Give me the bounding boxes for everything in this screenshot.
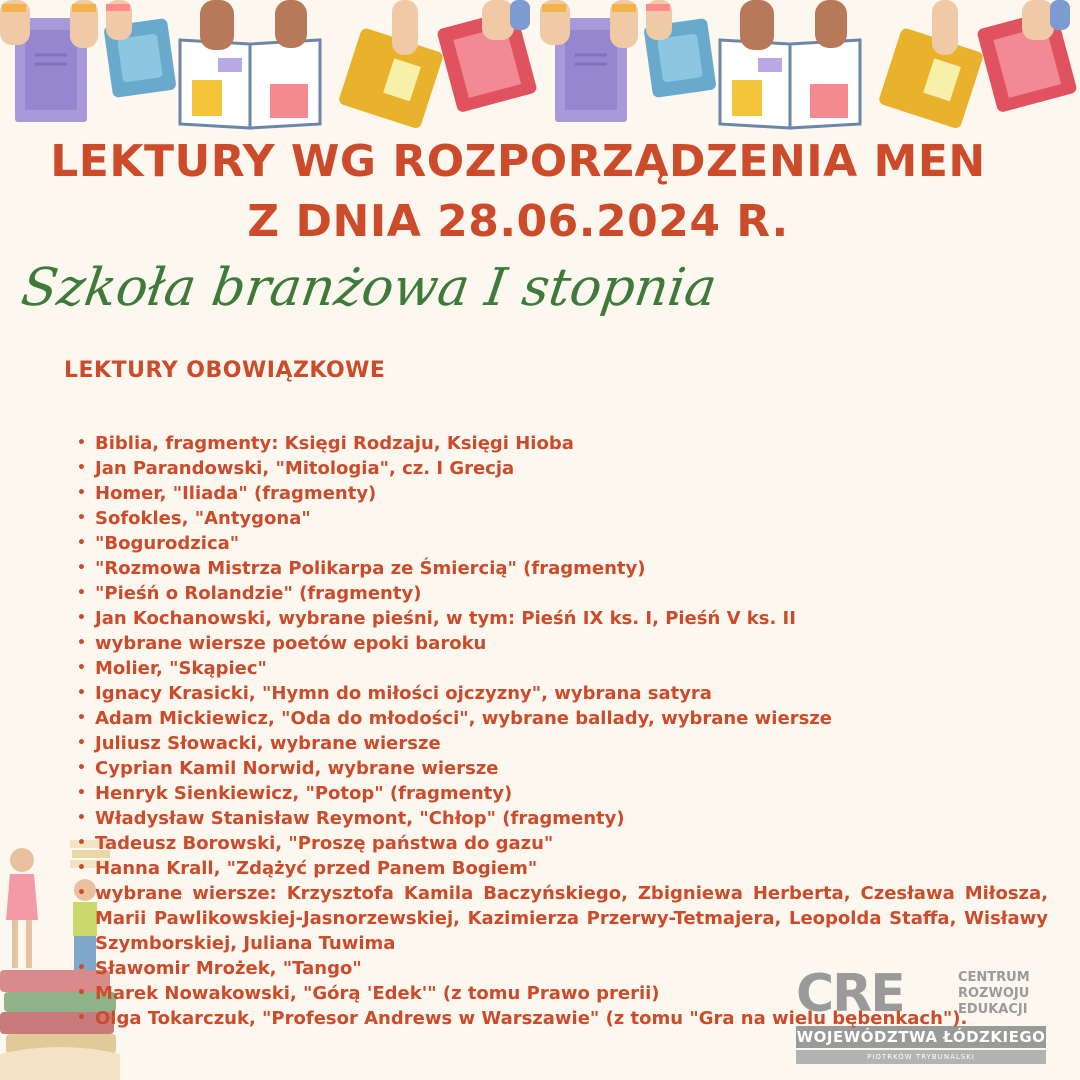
book-group-left <box>0 0 538 130</box>
logo-mark: CRE <box>796 964 904 1024</box>
list-item: • "Rozmowa Mistrza Polikarpa ze Śmiercią" (fragmenty) <box>76 556 1048 581</box>
list-item: • Jan Kochanowski, wybrane pieśni, w tym: Pieśń IX ks. I, Pieśń V ks. II <box>76 606 1048 631</box>
list-item: • Molier, "Skąpiec" <box>76 656 1048 681</box>
list-item: • Olga Tokarczuk, "Profesor Andrews w Warszawie" (z tomu "Gra na wielu bębenkach"). <box>76 1006 1048 1031</box>
logo-line-1: CENTRUM <box>958 970 1030 985</box>
list-item: • Tadeusz Borowski, "Proszę państwa do gazu" <box>76 831 1048 856</box>
page-title <box>0 132 1036 252</box>
logo-region: WOJEWÓDZTWA ŁÓDZKIEGO <box>796 1028 1046 1046</box>
list-item: • Władysław Stanisław Reymont, "Chłop" (fragmenty) <box>76 806 1048 831</box>
section-title: LEKTURY OBOWIĄZKOWE <box>64 358 386 383</box>
list-item: • Sofokles, "Antygona" <box>76 506 1048 531</box>
list-item: • wybrane wiersze: Krzysztofa Kamila Baczyńskiego, Zbigniewa Herberta, Czesława Miłosza, Marii Pawlikowskiej-Jasnorzewskiej, Kazimierza Przerwy-Tetmajera, Leopolda Staffa, Wisławy Szymborskiej, Juliana Tuwima <box>76 881 1048 956</box>
title-line-2: Z DNIA 28.06.2024 R. <box>247 196 789 247</box>
list-item: • Henryk Sienkiewicz, "Potop" (fragmenty) <box>76 781 1048 806</box>
title-line-1: LEKTURY WG ROZPORZĄDZENIA MEN <box>50 136 986 187</box>
list-item: • Sławomir Mrożek, "Tango" <box>76 956 1048 981</box>
school-type-heading: Szkoła branżowa I stopnia <box>17 258 721 318</box>
logo-line-2: ROZWOJU <box>958 986 1030 1001</box>
list-item: • Ignacy Krasicki, "Hymn do miłości ojczyzny", wybrana satyra <box>76 681 1048 706</box>
list-item: • Cyprian Kamil Norwid, wybrane wiersze <box>76 756 1048 781</box>
list-item: • "Bogurodzica" <box>76 531 1048 556</box>
list-item: • "Pieśń o Rolandzie" (fragmenty) <box>76 581 1048 606</box>
logo-line-3: EDUKACJI <box>958 1002 1028 1017</box>
list-item: • Juliusz Słowacki, wybrane wiersze <box>76 731 1048 756</box>
list-item: • Adam Mickiewicz, "Oda do młodości", wybrane ballady, wybrane wiersze <box>76 706 1048 731</box>
list-item: • wybrane wiersze poetów epoki baroku <box>76 631 1048 656</box>
list-item: • Jan Parandowski, "Mitologia", cz. I Grecja <box>76 456 1048 481</box>
list-item: • Hanna Krall, "Zdążyć przed Panem Bogiem" <box>76 856 1048 881</box>
list-item: • Biblia, fragmenty: Księgi Rodzaju, Księgi Hioba <box>76 431 1048 456</box>
readings-list <box>76 431 1048 1031</box>
book-group-right <box>540 0 1078 130</box>
list-item: • Marek Nowakowski, "Górą 'Edek'" (z tomu Prawo prerii) <box>76 981 1048 1006</box>
list-item: • Homer, "Iliada" (fragmenty) <box>76 481 1048 506</box>
books-banner-illustration <box>0 0 1080 130</box>
logo-city: PIOTRKÓW TRYBUNALSKI <box>796 1050 1046 1064</box>
